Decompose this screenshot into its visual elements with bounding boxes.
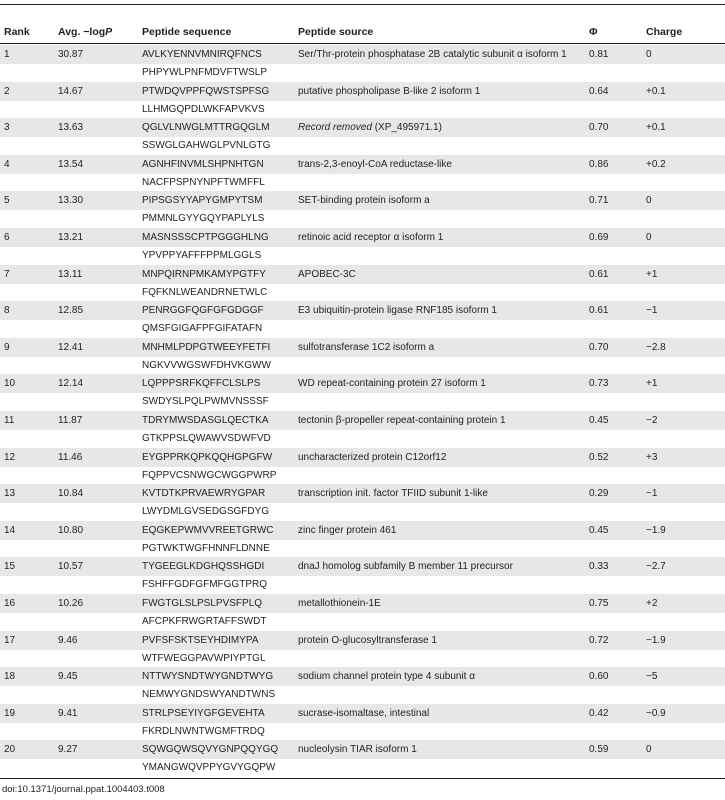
cell-charge: 0 <box>646 195 652 207</box>
cell-sequence-part2: NGKVVWGSWFDHVKGWW <box>142 359 271 371</box>
cell-peptide-source: sucrase-isomaltase, intestinal <box>298 707 430 719</box>
cell-sequence-part2: QMSFGIGAFPFGIFATAFN <box>142 323 263 335</box>
row-continuation-line <box>0 430 725 447</box>
cell-phi: 0.70 <box>589 122 609 134</box>
cell-rank: 9 <box>4 341 10 353</box>
cell-avg-logp: 13.11 <box>58 268 83 280</box>
cell-rank: 6 <box>4 232 10 243</box>
row-primary-line <box>0 411 725 430</box>
table-row <box>0 411 725 447</box>
table-row <box>0 118 725 154</box>
row-continuation-line <box>0 650 725 667</box>
cell-sequence-part2: FQFKNLWEANDRNETWLC <box>142 286 268 298</box>
cell-charge: −5 <box>646 671 658 683</box>
cell-sequence-part2: PMMNLGYYGQYPAPLYLS <box>142 213 265 225</box>
row-primary-line <box>0 448 725 467</box>
cell-avg-logp: 30.87 <box>58 49 84 60</box>
cell-rank: 4 <box>4 158 10 170</box>
cell-sequence-part2: FQPPVCSNWGCWGGPWRP <box>142 469 277 481</box>
row-primary-line <box>0 484 725 503</box>
cell-charge: +3 <box>646 451 658 463</box>
row-primary-line <box>0 557 725 576</box>
cell-peptide-source <box>298 121 442 135</box>
cell-sequence-part2: FKRDLNWNTWGMFTRDQ <box>142 725 265 737</box>
cell-phi: 0.61 <box>589 268 609 280</box>
cell-rank: 5 <box>4 195 10 207</box>
cell-phi: 0.86 <box>589 158 609 170</box>
cell-phi: 0.42 <box>589 707 609 719</box>
cell-phi: 0.45 <box>589 524 609 536</box>
cell-rank: 12 <box>4 451 16 463</box>
row-continuation-line <box>0 467 725 484</box>
cell-sequence-part2: LWYDMLGVSEDGSGFDYG <box>142 506 270 518</box>
cell-sequence-part2: LLHMGQPDLWKFAPVKVS <box>142 103 265 115</box>
cell-peptide-source: E3 ubiquitin-protein ligase RNF185 isoform 1 <box>298 305 497 317</box>
header-phi: Φ <box>589 26 598 38</box>
cell-sequence-part1: MNPQIRNPMKAMYPGTFY <box>142 268 266 280</box>
cell-sequence-part2: FSHFFGDFGFMFGGTPRQ <box>142 579 267 591</box>
cell-rank: 20 <box>4 744 16 756</box>
row-continuation-line <box>0 759 725 776</box>
table-row <box>0 155 725 191</box>
cell-peptide-source: nucleolysin TIAR isoform 1 <box>298 744 417 756</box>
cell-charge: −1 <box>646 488 658 500</box>
cell-sequence-part1: KVTDTKPRVAEWRYGPAR <box>142 488 266 500</box>
table-row <box>0 521 725 557</box>
cell-sequence-part1: LQPPPSRFKQFFCLSLPS <box>142 378 261 390</box>
cell-sequence-part2: NACFPSPNYNPFTWMFFL <box>142 176 265 188</box>
cell-sequence-part1: PVFSFSKTSEYHDIMYPA <box>142 634 259 646</box>
cell-avg-logp: 13.63 <box>58 122 84 134</box>
bottom-rule <box>0 778 725 779</box>
cell-rank: 18 <box>4 671 16 683</box>
cell-sequence-part2: AFCPKFRWGRTAFFSWDT <box>142 616 267 627</box>
cell-charge: −1.9 <box>646 634 666 646</box>
cell-phi: 0.71 <box>589 195 609 207</box>
cell-rank: 10 <box>4 378 16 390</box>
cell-peptide-source: trans-2,3-enoyl-CoA reductase-like <box>298 158 452 170</box>
cell-sequence-part1: AGNHFINVMLSHPNHTGN <box>142 158 264 170</box>
cell-charge: 0 <box>646 49 652 60</box>
cell-phi: 0.64 <box>589 85 609 97</box>
row-primary-line <box>0 704 725 723</box>
row-continuation-line <box>0 503 725 520</box>
cell-avg-logp: 9.46 <box>58 634 78 646</box>
table-row <box>0 740 725 776</box>
cell-phi: 0.81 <box>589 49 609 60</box>
cell-sequence-part1: EYGPPRKQPKQQHGPGFW <box>142 451 273 463</box>
cell-rank: 19 <box>4 707 16 719</box>
table-row <box>0 191 725 227</box>
cell-avg-logp: 12.14 <box>58 378 84 390</box>
row-primary-line <box>0 740 725 759</box>
cell-charge: +0.1 <box>646 85 666 97</box>
table-row <box>0 704 725 740</box>
cell-sequence-part2: GTKPPSLQWAWVSDWFVD <box>142 433 271 444</box>
cell-avg-logp: 9.41 <box>58 707 78 719</box>
table-row <box>0 667 725 703</box>
row-primary-line <box>0 374 725 393</box>
row-primary-line <box>0 667 725 686</box>
cell-charge: 0 <box>646 232 652 243</box>
cell-phi: 0.59 <box>589 744 609 756</box>
cell-sequence-part2: SSWGLGAHWGLPVNLGTG <box>142 140 271 152</box>
row-primary-line <box>0 521 725 540</box>
cell-avg-logp: 9.45 <box>58 671 78 683</box>
row-continuation-line <box>0 64 725 81</box>
header-rank: Rank <box>4 26 30 38</box>
cell-charge: −0.9 <box>646 707 666 719</box>
cell-sequence-part1: TDRYMWSDASGLQECTKA <box>142 415 269 426</box>
cell-peptide-source: transcription init. factor TFIID subunit 1-like <box>298 488 488 500</box>
row-continuation-line <box>0 686 725 703</box>
header-peptide-sequence: Peptide sequence <box>142 26 232 38</box>
row-primary-line <box>0 82 725 101</box>
doi-caption: doi:10.1371/journal.ppat.1004403.t008 <box>2 784 165 795</box>
row-primary-line <box>0 118 725 137</box>
cell-phi: 0.75 <box>589 598 609 609</box>
cell-sequence-part1: PENRGGFQGFGFGDGGF <box>142 305 264 317</box>
cell-charge: +1 <box>646 378 658 390</box>
cell-sequence-part1: EQGKEPWMVVREETGRWC <box>142 524 274 536</box>
cell-phi: 0.70 <box>589 341 609 353</box>
row-primary-line <box>0 191 725 210</box>
cell-avg-logp: 10.84 <box>58 488 84 500</box>
source-accession: (XP_495971.1) <box>371 122 442 134</box>
cell-avg-logp: 10.26 <box>58 598 84 609</box>
table-row <box>0 82 725 118</box>
cell-sequence-part1: SQWGQWSQVYGNPQQYGQ <box>142 744 279 756</box>
cell-charge: 0 <box>646 744 652 756</box>
cell-sequence-part1: FWGTGLSLPSLPVSFPLQ <box>142 598 263 609</box>
row-continuation-line <box>0 101 725 118</box>
cell-charge: +0.1 <box>646 122 666 134</box>
cell-phi: 0.61 <box>589 305 609 317</box>
table-row <box>0 265 725 301</box>
cell-phi: 0.52 <box>589 451 609 463</box>
row-continuation-line <box>0 247 725 264</box>
table-row <box>0 338 725 374</box>
cell-phi: 0.69 <box>589 232 609 243</box>
cell-charge: −1 <box>646 305 658 317</box>
cell-charge: +0.2 <box>646 158 666 170</box>
source-removed-note: Record removed <box>298 122 372 134</box>
row-primary-line <box>0 301 725 320</box>
cell-rank: 7 <box>4 268 10 280</box>
cell-sequence-part1: MASNSSSCPTPGGGHLNG <box>142 232 269 243</box>
cell-sequence-part2: YMANGWQVPPYGVYGQPW <box>142 762 276 774</box>
table-row <box>0 374 725 410</box>
cell-rank: 3 <box>4 122 10 134</box>
cell-charge: −2.7 <box>646 561 666 573</box>
cell-charge: +1 <box>646 268 658 280</box>
cell-phi: 0.45 <box>589 415 609 426</box>
row-continuation-line <box>0 174 725 191</box>
cell-rank: 15 <box>4 561 16 573</box>
cell-peptide-source: metallothionein-1E <box>298 598 381 609</box>
cell-avg-logp: 9.27 <box>58 744 78 756</box>
table-row <box>0 557 725 593</box>
row-continuation-line <box>0 613 725 630</box>
cell-sequence-part2: SWDYSLPQLPWMVNSSSF <box>142 396 269 408</box>
table-row <box>0 484 725 520</box>
cell-phi: 0.72 <box>589 634 609 646</box>
row-continuation-line <box>0 284 725 301</box>
row-continuation-line <box>0 393 725 410</box>
cell-sequence-part2: WTFWEGGPAVWPIYPTGL <box>142 652 266 664</box>
table-row <box>0 448 725 484</box>
row-continuation-line <box>0 540 725 557</box>
cell-peptide-source: Ser/Thr-protein phosphatase 2B catalytic subunit α isoform 1 <box>298 49 567 60</box>
table-row <box>0 45 725 81</box>
cell-avg-logp: 14.67 <box>58 85 84 97</box>
cell-charge: +2 <box>646 598 658 609</box>
cell-avg-logp: 11.87 <box>58 415 83 426</box>
row-continuation-line <box>0 137 725 154</box>
cell-avg-logp: 11.46 <box>58 451 83 463</box>
table-row <box>0 301 725 337</box>
cell-avg-logp: 13.30 <box>58 195 84 207</box>
cell-avg-logp: 12.85 <box>58 305 84 317</box>
row-primary-line <box>0 631 725 650</box>
cell-avg-logp: 10.80 <box>58 524 84 536</box>
cell-phi: 0.29 <box>589 488 609 500</box>
cell-avg-logp: 13.54 <box>58 158 84 170</box>
row-primary-line <box>0 265 725 284</box>
cell-sequence-part1: STRLPSEYIYGFGEVEHTA <box>142 707 265 719</box>
cell-peptide-source: SET-binding protein isoform a <box>298 195 430 207</box>
cell-sequence-part1: AVLKYENNVMNIRQFNCS <box>142 49 262 60</box>
cell-rank: 11 <box>4 415 15 426</box>
cell-sequence-part2: YPVPPYAFFFPPMLGGLS <box>142 250 262 261</box>
cell-charge: −2 <box>646 415 658 426</box>
cell-peptide-source: dnaJ homolog subfamily B member 11 precursor <box>298 561 513 573</box>
header-charge: Charge <box>646 26 683 38</box>
table-row <box>0 228 725 264</box>
cell-peptide-source: WD repeat-containing protein 27 isoform 1 <box>298 378 486 390</box>
cell-sequence-part2: PHPYWLPNFMDVFTWSLP <box>142 67 268 78</box>
row-primary-line <box>0 45 725 64</box>
cell-rank: 16 <box>4 598 16 609</box>
cell-charge: −1.9 <box>646 524 666 536</box>
cell-avg-logp: 13.21 <box>58 232 84 243</box>
cell-peptide-source: sulfotransferase 1C2 isoform a <box>298 341 435 353</box>
cell-sequence-part2: NEMWYGNDSWYANDTWNS <box>142 689 276 701</box>
header-avg-logp: Avg. −logP <box>58 26 113 38</box>
row-primary-line <box>0 155 725 174</box>
cell-peptide-source: tectonin β-propeller repeat-containing protein 1 <box>298 415 506 426</box>
cell-sequence-part1: MNHMLPDPGTWEEYFETFI <box>142 341 271 353</box>
cell-phi: 0.60 <box>589 671 609 683</box>
table-row <box>0 631 725 667</box>
cell-peptide-source: putative phospholipase B-like 2 isoform 1 <box>298 85 481 97</box>
cell-rank: 2 <box>4 85 10 97</box>
cell-sequence-part2: PGTWKTWGFHNNFLDNNE <box>142 542 270 554</box>
header-peptide-source: Peptide source <box>298 26 374 38</box>
cell-peptide-source: APOBEC-3C <box>298 268 356 280</box>
cell-phi: 0.73 <box>589 378 609 390</box>
row-continuation-line <box>0 576 725 593</box>
row-continuation-line <box>0 320 725 337</box>
cell-rank: 14 <box>4 524 16 536</box>
cell-rank: 13 <box>4 488 16 500</box>
cell-sequence-part1: NTTWYSNDTWYGNDTWYG <box>142 671 274 683</box>
cell-sequence-part1: PIPSGSYYAPYGMPYTSM <box>142 195 263 207</box>
row-primary-line <box>0 594 725 613</box>
cell-peptide-source: retinoic acid receptor α isoform 1 <box>298 232 444 243</box>
table-row <box>0 594 725 630</box>
top-rule <box>0 4 725 5</box>
cell-phi: 0.33 <box>589 561 609 573</box>
cell-sequence-part1: PTWDQVPPFQWSTSPFSG <box>142 85 270 97</box>
cell-sequence-part1: QGLVLNWGLMTTRGQGLM <box>142 122 270 134</box>
cell-rank: 8 <box>4 305 10 317</box>
cell-charge: −2.8 <box>646 341 666 353</box>
cell-peptide-source: protein O-glucosyltransferase 1 <box>298 634 437 646</box>
row-continuation-line <box>0 210 725 227</box>
row-continuation-line <box>0 723 725 740</box>
cell-peptide-source: sodium channel protein type 4 subunit α <box>298 671 476 683</box>
cell-rank: 17 <box>4 634 16 646</box>
row-primary-line <box>0 338 725 357</box>
cell-rank: 1 <box>4 49 10 60</box>
cell-avg-logp: 12.41 <box>58 341 84 353</box>
cell-avg-logp: 10.57 <box>58 561 84 573</box>
cell-peptide-source: zinc finger protein 461 <box>298 524 397 536</box>
cell-sequence-part1: TYGEEGLKDGHQSSHGDI <box>142 561 265 573</box>
row-continuation-line <box>0 357 725 374</box>
row-primary-line <box>0 228 725 247</box>
cell-peptide-source: uncharacterized protein C12orf12 <box>298 451 447 463</box>
table-header <box>0 22 725 44</box>
